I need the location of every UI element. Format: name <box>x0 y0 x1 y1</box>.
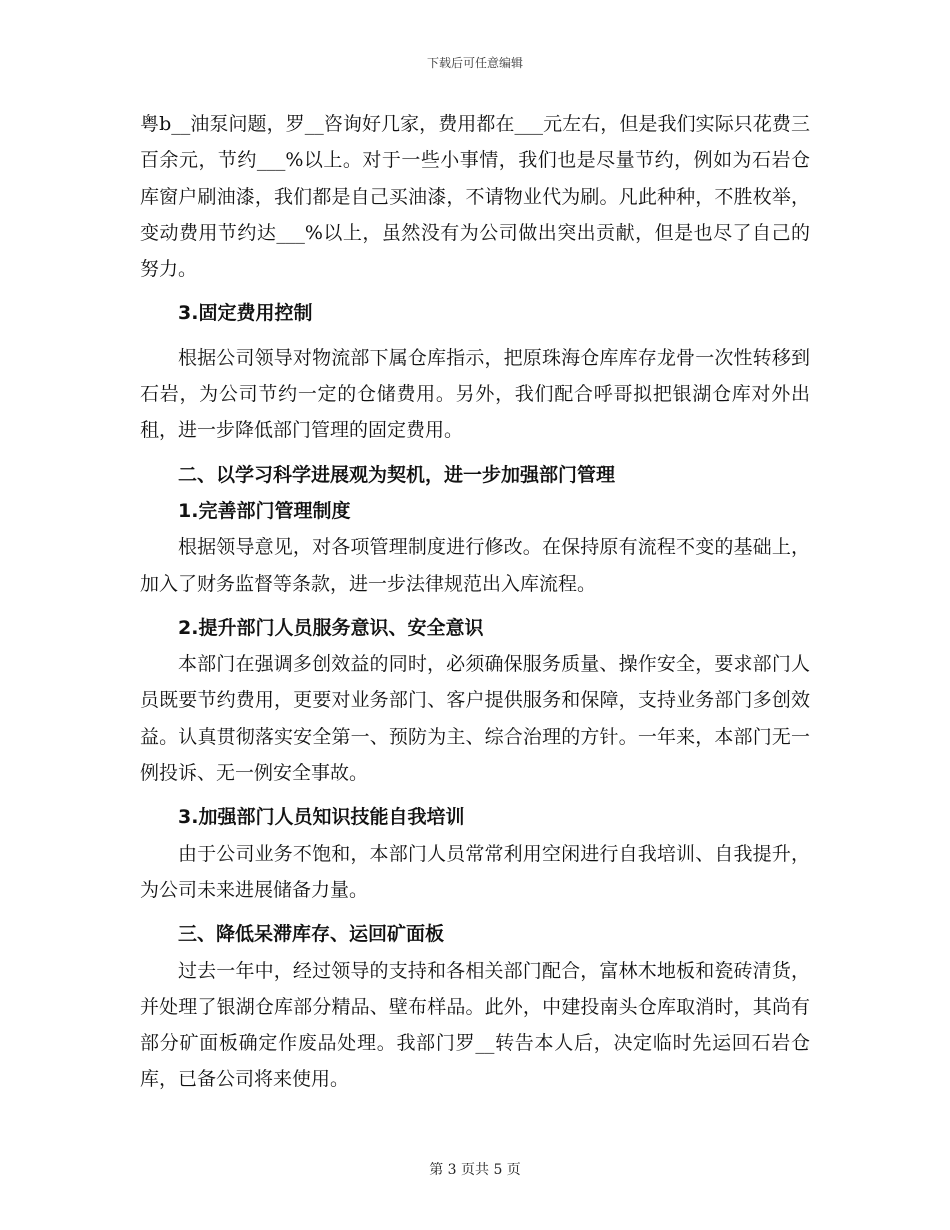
paragraph-oil-pump-savings: 粤b__油泵问题，罗__咨询好几家，费用都在___元左右，但是我们实际只花费三百余元，节约___%以上。对于一些小事情，我们也是尽量节约，例如为石岩仓库窗户刷油漆，我们都是自己买油漆，不请物业代为刷。凡此种种，不胜枚举，变动费用节约达___%以上，虽然没有为公司做出突出贡献，但是也尽了自己的努力。 <box>140 113 810 281</box>
heading-fixed-cost-control: 3.固定费用控制 <box>178 302 313 325</box>
paragraph-service-safety: 本部门在强调多创效益的同时，必须确保服务质量、操作安全，要求部门人员既要节约费用，更要对业务部门、客户提供服务和保障，支持业务部门多创效益。认真贯彻落实安全第一、预防为主、综合治理的方针。一年来，本部门无一例投诉、无一例安全事故。 <box>140 653 810 785</box>
paragraph-inventory: 过去一年中，经过领导的支持和各相关部门配合，富林木地板和瓷砖清货，并处理了银湖仓库部分精品、壁布样品。此外，中建投南头仓库取消时，其尚有部分矿面板确定作废品处理。我部门罗__转告本人后，决定临时先运回石岩仓库，已备公司将来使用。 <box>140 959 810 1091</box>
heading-management-system: 1.完善部门管理制度 <box>178 499 351 522</box>
document-body <box>140 106 810 1098</box>
paragraph-management-system: 根据领导意见，对各项管理制度进行修改。在保持原有流程不变的基础上，加入了财务监督等条款，进一步法律规范出入库流程。 <box>140 536 810 595</box>
heading-service-safety: 2.提升部门人员服务意识、安全意识 <box>178 616 484 639</box>
heading-self-training: 3.加强部门人员知识技能自我培训 <box>178 806 465 829</box>
page-header: 下载后可任意编辑 <box>426 56 523 70</box>
heading-section-two: 二、以学习科学进展观为契机，进一步加强部门管理 <box>178 463 616 486</box>
page-footer: 第 3 页共 5 页 <box>429 1162 521 1178</box>
paragraph-fixed-cost: 根据公司领导对物流部下属仓库指示，把原珠海仓库库存龙骨一次性转移到石岩，为公司节约一定的仓储费用。另外，我们配合呼哥拟把银湖仓库对外出租，进一步降低部门管理的固定费用。 <box>140 346 810 442</box>
paragraph-self-training: 由于公司业务不饱和，本部门人员常常利用空闲进行自我培训、自我提升，为公司未来进展储备力量。 <box>140 842 810 901</box>
heading-section-three: 三、降低呆滞库存、运回矿面板 <box>178 923 445 946</box>
